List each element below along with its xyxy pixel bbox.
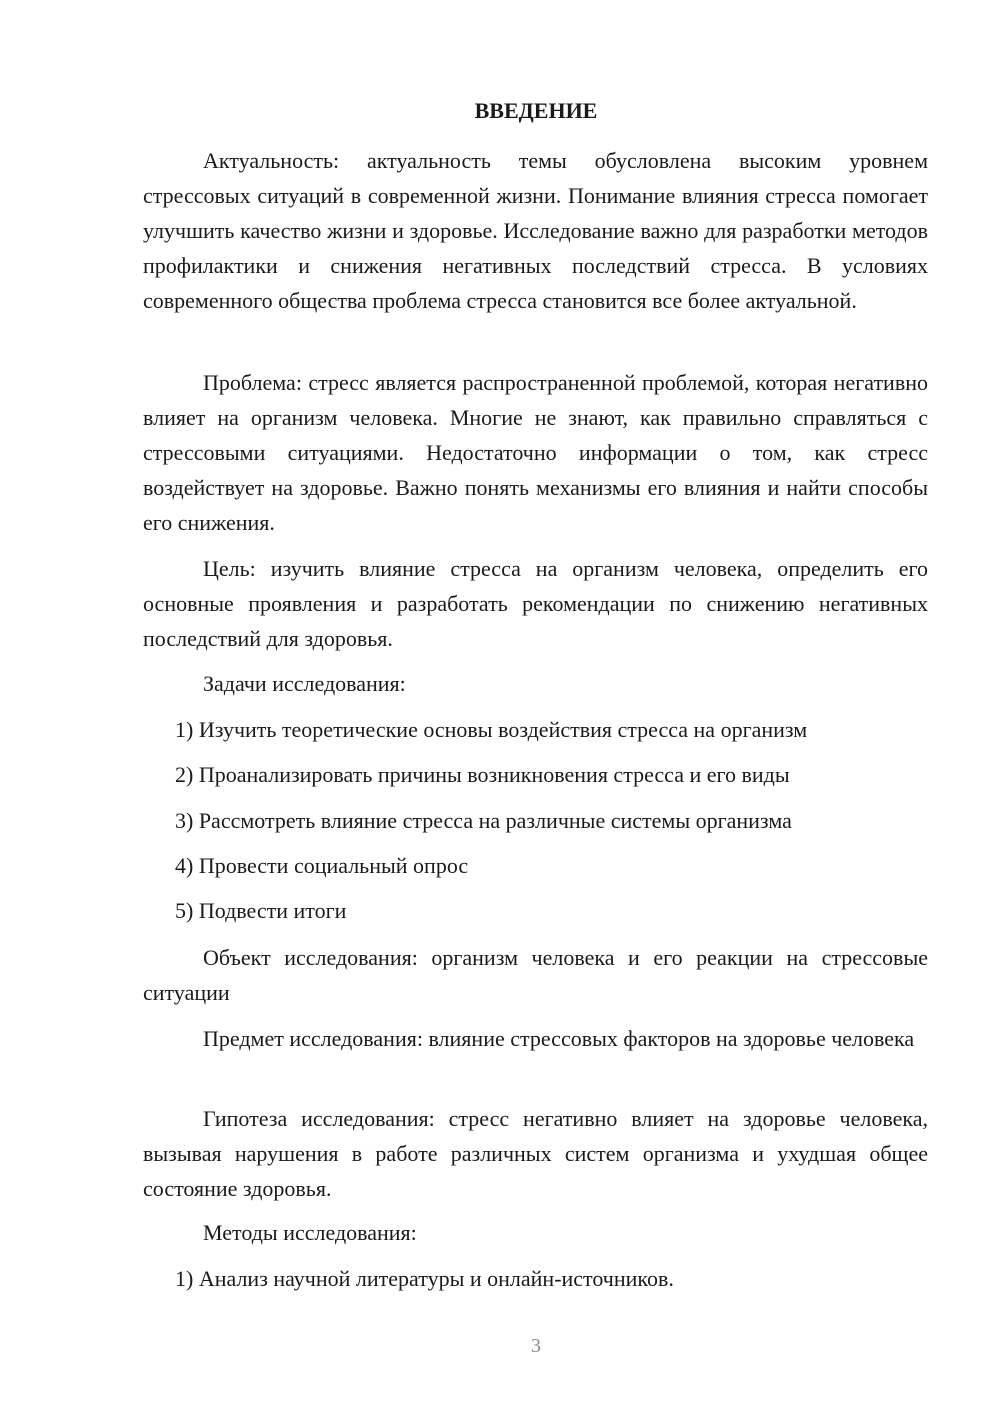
relevance-paragraph: Актуальность: актуальность темы обусловлена высоким уровнем стрессовых ситуаций в современной жизни. Понимание влияния стресса помогает улучшить качество жизни и здоровье. Исследование важно для разработки методов профилактики и снижения негативных последствий стресса. В условиях современного общества проблема стресса становится все более актуальной. — [143, 148, 928, 313]
task-item: 2) Проанализировать причины возникновения стресса и его виды — [175, 762, 790, 787]
page-title: ВВЕДЕНИЕ — [474, 98, 598, 123]
task-item: 3) Рассмотреть влияние стресса на различные системы организма — [175, 808, 792, 833]
methods-heading: Методы исследования: — [203, 1220, 417, 1245]
page-number: 3 — [531, 1335, 541, 1357]
task-item: 1) Изучить теоретические основы воздействия стресса на организм — [175, 717, 808, 742]
subject-paragraph: Предмет исследования: влияние стрессовых факторов на здоровье человека — [203, 1026, 915, 1051]
goal-paragraph: Цель: изучить влияние стресса на организм человека, определить его основные проявления и разработать рекомендации по снижению негативных последствий для здоровья. — [143, 556, 928, 651]
hypothesis-paragraph: Гипотеза исследования: стресс негативно влияет на здоровье человека, вызывая нарушения в работе различных систем организма и ухудшая общее состояние здоровья. — [143, 1106, 928, 1201]
problem-paragraph: Проблема: стресс является распространенной проблемой, которая негативно влияет на организм человека. Многие не знают, как правильно справляться с стрессовыми ситуациями. Недостаточно информации о том, как стресс воздействует на здоровье. Важно понять механизмы его влияния и найти способы его снижения. — [143, 370, 928, 535]
tasks-heading: Задачи исследования: — [203, 671, 406, 696]
method-item: 1) Анализ научной литературы и онлайн-источников. — [175, 1266, 674, 1291]
task-item: 4) Провести социальный опрос — [175, 853, 469, 878]
object-paragraph: Объект исследования: организм человека и его реакции на стрессовые ситуации — [143, 945, 928, 1005]
task-item: 5) Подвести итоги — [175, 898, 347, 923]
